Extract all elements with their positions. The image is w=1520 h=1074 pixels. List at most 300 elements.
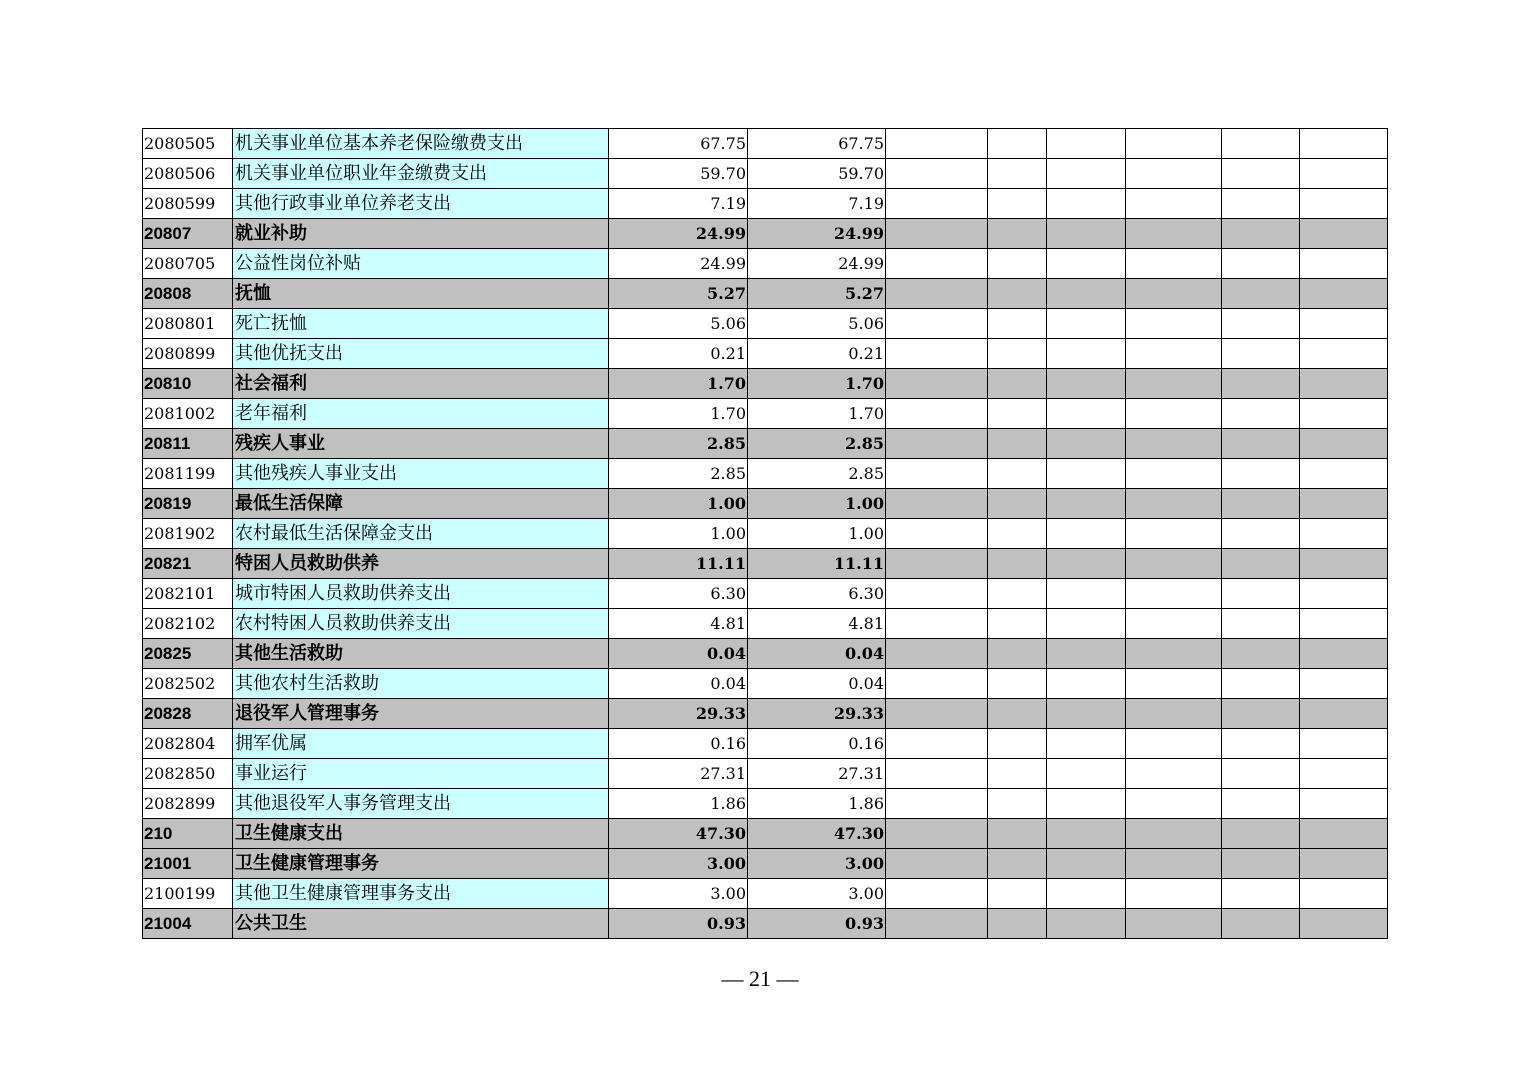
account-name-cell: 拥军优属 bbox=[233, 729, 609, 759]
amount-basic-cell: 11.11 bbox=[748, 549, 886, 579]
empty-cell bbox=[886, 879, 988, 909]
empty-cell bbox=[1222, 489, 1300, 519]
amount-total-cell: 24.99 bbox=[609, 219, 748, 249]
table-body bbox=[143, 129, 1388, 939]
account-name-cell: 机关事业单位职业年金缴费支出 bbox=[233, 159, 609, 189]
empty-cell bbox=[886, 789, 988, 819]
amount-total-cell: 5.06 bbox=[609, 309, 748, 339]
empty-cell bbox=[1047, 429, 1126, 459]
empty-cell bbox=[1222, 549, 1300, 579]
empty-cell bbox=[1047, 879, 1126, 909]
table-row-subtotal bbox=[143, 219, 1388, 249]
empty-cell bbox=[886, 669, 988, 699]
amount-basic-cell: 0.21 bbox=[748, 339, 886, 369]
amount-basic-cell: 1.70 bbox=[748, 369, 886, 399]
empty-cell bbox=[1222, 699, 1300, 729]
empty-cell bbox=[1222, 219, 1300, 249]
account-code-cell: 20811 bbox=[143, 429, 233, 459]
empty-cell bbox=[1126, 909, 1222, 939]
empty-cell bbox=[1126, 519, 1222, 549]
empty-cell bbox=[1126, 369, 1222, 399]
empty-cell bbox=[988, 759, 1047, 789]
empty-cell bbox=[886, 339, 988, 369]
empty-cell bbox=[1300, 369, 1388, 399]
empty-cell bbox=[1222, 189, 1300, 219]
empty-cell bbox=[1126, 879, 1222, 909]
account-code-cell: 20825 bbox=[143, 639, 233, 669]
empty-cell bbox=[1047, 819, 1126, 849]
empty-cell bbox=[886, 609, 988, 639]
empty-cell bbox=[988, 459, 1047, 489]
amount-total-cell: 11.11 bbox=[609, 549, 748, 579]
empty-cell bbox=[1222, 579, 1300, 609]
empty-cell bbox=[1047, 639, 1126, 669]
empty-cell bbox=[1300, 669, 1388, 699]
empty-cell bbox=[1222, 789, 1300, 819]
account-name-cell: 公益性岗位补贴 bbox=[233, 249, 609, 279]
amount-total-cell: 1.86 bbox=[609, 789, 748, 819]
account-name-cell: 其他卫生健康管理事务支出 bbox=[233, 879, 609, 909]
table-row bbox=[143, 399, 1388, 429]
amount-basic-cell: 1.70 bbox=[748, 399, 886, 429]
account-code-cell: 2081002 bbox=[143, 399, 233, 429]
empty-cell bbox=[1300, 819, 1388, 849]
amount-total-cell: 27.31 bbox=[609, 759, 748, 789]
empty-cell bbox=[1222, 759, 1300, 789]
account-name-cell: 城市特困人员救助供养支出 bbox=[233, 579, 609, 609]
table-row-subtotal bbox=[143, 489, 1388, 519]
amount-basic-cell: 7.19 bbox=[748, 189, 886, 219]
account-name-cell: 退役军人管理事务 bbox=[233, 699, 609, 729]
empty-cell bbox=[988, 279, 1047, 309]
empty-cell bbox=[988, 429, 1047, 459]
amount-basic-cell: 67.75 bbox=[748, 129, 886, 159]
amount-total-cell: 0.04 bbox=[609, 639, 748, 669]
empty-cell bbox=[1222, 849, 1300, 879]
empty-cell bbox=[886, 159, 988, 189]
table-row bbox=[143, 159, 1388, 189]
empty-cell bbox=[886, 729, 988, 759]
empty-cell bbox=[988, 309, 1047, 339]
empty-cell bbox=[1126, 489, 1222, 519]
amount-basic-cell: 47.30 bbox=[748, 819, 886, 849]
empty-cell bbox=[1047, 789, 1126, 819]
amount-basic-cell: 6.30 bbox=[748, 579, 886, 609]
empty-cell bbox=[1126, 219, 1222, 249]
amount-total-cell: 3.00 bbox=[609, 879, 748, 909]
amount-total-cell: 1.70 bbox=[609, 399, 748, 429]
empty-cell bbox=[1300, 189, 1388, 219]
table-row bbox=[143, 339, 1388, 369]
empty-cell bbox=[886, 459, 988, 489]
account-code-cell: 2080899 bbox=[143, 339, 233, 369]
empty-cell bbox=[1126, 579, 1222, 609]
amount-total-cell: 59.70 bbox=[609, 159, 748, 189]
account-code-cell: 2100199 bbox=[143, 879, 233, 909]
amount-basic-cell: 1.00 bbox=[748, 489, 886, 519]
empty-cell bbox=[1222, 309, 1300, 339]
account-name-cell: 残疾人事业 bbox=[233, 429, 609, 459]
empty-cell bbox=[1222, 459, 1300, 489]
empty-cell bbox=[1300, 789, 1388, 819]
account-name-cell: 机关事业单位基本养老保险缴费支出 bbox=[233, 129, 609, 159]
amount-basic-cell: 2.85 bbox=[748, 459, 886, 489]
empty-cell bbox=[1126, 399, 1222, 429]
empty-cell bbox=[1126, 339, 1222, 369]
amount-basic-cell: 29.33 bbox=[748, 699, 886, 729]
empty-cell bbox=[1126, 459, 1222, 489]
empty-cell bbox=[1047, 369, 1126, 399]
empty-cell bbox=[1047, 609, 1126, 639]
amount-basic-cell: 1.00 bbox=[748, 519, 886, 549]
account-code-cell: 21001 bbox=[143, 849, 233, 879]
amount-basic-cell: 0.04 bbox=[748, 669, 886, 699]
table-row-subtotal bbox=[143, 699, 1388, 729]
empty-cell bbox=[1047, 909, 1126, 939]
account-name-cell: 最低生活保障 bbox=[233, 489, 609, 519]
account-name-cell: 其他退役军人事务管理支出 bbox=[233, 789, 609, 819]
empty-cell bbox=[886, 399, 988, 429]
account-name-cell: 卫生健康管理事务 bbox=[233, 849, 609, 879]
account-name-cell: 农村特困人员救助供养支出 bbox=[233, 609, 609, 639]
amount-basic-cell: 0.93 bbox=[748, 909, 886, 939]
account-name-cell: 其他农村生活救助 bbox=[233, 669, 609, 699]
account-code-cell: 2082102 bbox=[143, 609, 233, 639]
amount-basic-cell: 59.70 bbox=[748, 159, 886, 189]
account-name-cell: 其他行政事业单位养老支出 bbox=[233, 189, 609, 219]
table-row-subtotal bbox=[143, 279, 1388, 309]
amount-basic-cell: 24.99 bbox=[748, 249, 886, 279]
empty-cell bbox=[1047, 309, 1126, 339]
table-row-subtotal bbox=[143, 369, 1388, 399]
empty-cell bbox=[1222, 279, 1300, 309]
empty-cell bbox=[1300, 249, 1388, 279]
empty-cell bbox=[988, 609, 1047, 639]
account-code-cell: 21004 bbox=[143, 909, 233, 939]
empty-cell bbox=[1126, 819, 1222, 849]
account-name-cell: 卫生健康支出 bbox=[233, 819, 609, 849]
empty-cell bbox=[988, 129, 1047, 159]
empty-cell bbox=[1047, 399, 1126, 429]
empty-cell bbox=[1222, 369, 1300, 399]
empty-cell bbox=[886, 519, 988, 549]
amount-total-cell: 7.19 bbox=[609, 189, 748, 219]
table-row-subtotal bbox=[143, 909, 1388, 939]
table-row-subtotal bbox=[143, 849, 1388, 879]
empty-cell bbox=[1047, 339, 1126, 369]
empty-cell bbox=[1047, 699, 1126, 729]
table-row-subtotal bbox=[143, 819, 1388, 849]
empty-cell bbox=[1047, 729, 1126, 759]
empty-cell bbox=[1126, 429, 1222, 459]
empty-cell bbox=[886, 849, 988, 879]
empty-cell bbox=[1300, 339, 1388, 369]
empty-cell bbox=[1047, 579, 1126, 609]
amount-total-cell: 4.81 bbox=[609, 609, 748, 639]
empty-cell bbox=[988, 579, 1047, 609]
empty-cell bbox=[1047, 669, 1126, 699]
empty-cell bbox=[988, 249, 1047, 279]
empty-cell bbox=[886, 579, 988, 609]
table-row bbox=[143, 249, 1388, 279]
empty-cell bbox=[886, 279, 988, 309]
empty-cell bbox=[886, 129, 988, 159]
account-code-cell: 2080506 bbox=[143, 159, 233, 189]
empty-cell bbox=[1126, 249, 1222, 279]
amount-total-cell: 24.99 bbox=[609, 249, 748, 279]
empty-cell bbox=[1300, 909, 1388, 939]
amount-total-cell: 47.30 bbox=[609, 819, 748, 849]
empty-cell bbox=[886, 909, 988, 939]
account-code-cell: 2082502 bbox=[143, 669, 233, 699]
empty-cell bbox=[1222, 609, 1300, 639]
account-name-cell: 其他残疾人事业支出 bbox=[233, 459, 609, 489]
table-row bbox=[143, 459, 1388, 489]
empty-cell bbox=[1300, 279, 1388, 309]
empty-cell bbox=[1047, 159, 1126, 189]
account-name-cell: 公共卫生 bbox=[233, 909, 609, 939]
empty-cell bbox=[1126, 699, 1222, 729]
table-row bbox=[143, 669, 1388, 699]
empty-cell bbox=[988, 879, 1047, 909]
empty-cell bbox=[886, 639, 988, 669]
table-row bbox=[143, 609, 1388, 639]
empty-cell bbox=[1300, 399, 1388, 429]
empty-cell bbox=[988, 339, 1047, 369]
account-code-cell: 2081902 bbox=[143, 519, 233, 549]
empty-cell bbox=[886, 759, 988, 789]
empty-cell bbox=[1222, 339, 1300, 369]
amount-total-cell: 0.16 bbox=[609, 729, 748, 759]
empty-cell bbox=[1047, 849, 1126, 879]
amount-basic-cell: 3.00 bbox=[748, 849, 886, 879]
empty-cell bbox=[1300, 729, 1388, 759]
amount-total-cell: 67.75 bbox=[609, 129, 748, 159]
empty-cell bbox=[1222, 879, 1300, 909]
empty-cell bbox=[988, 729, 1047, 759]
empty-cell bbox=[1222, 129, 1300, 159]
account-code-cell: 20807 bbox=[143, 219, 233, 249]
empty-cell bbox=[1300, 159, 1388, 189]
empty-cell bbox=[1222, 159, 1300, 189]
empty-cell bbox=[1047, 459, 1126, 489]
empty-cell bbox=[1300, 489, 1388, 519]
table-row bbox=[143, 759, 1388, 789]
empty-cell bbox=[886, 249, 988, 279]
account-name-cell: 其他生活救助 bbox=[233, 639, 609, 669]
empty-cell bbox=[988, 369, 1047, 399]
empty-cell bbox=[1126, 189, 1222, 219]
empty-cell bbox=[1300, 429, 1388, 459]
empty-cell bbox=[988, 819, 1047, 849]
empty-cell bbox=[1126, 309, 1222, 339]
amount-total-cell: 29.33 bbox=[609, 699, 748, 729]
empty-cell bbox=[1126, 609, 1222, 639]
empty-cell bbox=[1222, 249, 1300, 279]
amount-total-cell: 0.04 bbox=[609, 669, 748, 699]
table-row bbox=[143, 729, 1388, 759]
amount-basic-cell: 24.99 bbox=[748, 219, 886, 249]
empty-cell bbox=[1222, 429, 1300, 459]
empty-cell bbox=[886, 189, 988, 219]
account-name-cell: 老年福利 bbox=[233, 399, 609, 429]
empty-cell bbox=[1126, 849, 1222, 879]
account-name-cell: 农村最低生活保障金支出 bbox=[233, 519, 609, 549]
account-name-cell: 死亡抚恤 bbox=[233, 309, 609, 339]
amount-basic-cell: 5.27 bbox=[748, 279, 886, 309]
amount-basic-cell: 0.04 bbox=[748, 639, 886, 669]
empty-cell bbox=[1047, 279, 1126, 309]
table-row-subtotal bbox=[143, 549, 1388, 579]
empty-cell bbox=[988, 669, 1047, 699]
empty-cell bbox=[886, 489, 988, 519]
account-code-cell: 2080599 bbox=[143, 189, 233, 219]
amount-total-cell: 5.27 bbox=[609, 279, 748, 309]
account-code-cell: 20819 bbox=[143, 489, 233, 519]
empty-cell bbox=[1300, 759, 1388, 789]
account-code-cell: 2082850 bbox=[143, 759, 233, 789]
empty-cell bbox=[886, 699, 988, 729]
empty-cell bbox=[1300, 129, 1388, 159]
empty-cell bbox=[1222, 399, 1300, 429]
amount-total-cell: 1.00 bbox=[609, 519, 748, 549]
amount-total-cell: 2.85 bbox=[609, 459, 748, 489]
account-code-cell: 2080505 bbox=[143, 129, 233, 159]
account-code-cell: 2080705 bbox=[143, 249, 233, 279]
empty-cell bbox=[1300, 519, 1388, 549]
empty-cell bbox=[1300, 219, 1388, 249]
account-code-cell: 2082899 bbox=[143, 789, 233, 819]
empty-cell bbox=[988, 489, 1047, 519]
empty-cell bbox=[1300, 699, 1388, 729]
empty-cell bbox=[1126, 729, 1222, 759]
table-row bbox=[143, 309, 1388, 339]
empty-cell bbox=[988, 639, 1047, 669]
account-code-cell: 20810 bbox=[143, 369, 233, 399]
table-row-subtotal bbox=[143, 639, 1388, 669]
empty-cell bbox=[1222, 519, 1300, 549]
empty-cell bbox=[886, 819, 988, 849]
amount-total-cell: 0.93 bbox=[609, 909, 748, 939]
empty-cell bbox=[1300, 309, 1388, 339]
empty-cell bbox=[886, 429, 988, 459]
amount-basic-cell: 2.85 bbox=[748, 429, 886, 459]
empty-cell bbox=[988, 189, 1047, 219]
empty-cell bbox=[988, 159, 1047, 189]
empty-cell bbox=[988, 849, 1047, 879]
empty-cell bbox=[1222, 669, 1300, 699]
account-code-cell: 20808 bbox=[143, 279, 233, 309]
amount-basic-cell: 27.31 bbox=[748, 759, 886, 789]
amount-total-cell: 1.00 bbox=[609, 489, 748, 519]
empty-cell bbox=[988, 909, 1047, 939]
empty-cell bbox=[886, 309, 988, 339]
empty-cell bbox=[1300, 849, 1388, 879]
empty-cell bbox=[1300, 459, 1388, 489]
table-row-subtotal bbox=[143, 429, 1388, 459]
account-name-cell: 特困人员救助供养 bbox=[233, 549, 609, 579]
amount-total-cell: 6.30 bbox=[609, 579, 748, 609]
empty-cell bbox=[988, 519, 1047, 549]
empty-cell bbox=[1300, 579, 1388, 609]
account-code-cell: 2080801 bbox=[143, 309, 233, 339]
table-row bbox=[143, 879, 1388, 909]
table-row bbox=[143, 789, 1388, 819]
empty-cell bbox=[1047, 249, 1126, 279]
amount-basic-cell: 5.06 bbox=[748, 309, 886, 339]
amount-basic-cell: 1.86 bbox=[748, 789, 886, 819]
empty-cell bbox=[1300, 549, 1388, 579]
account-name-cell: 社会福利 bbox=[233, 369, 609, 399]
empty-cell bbox=[1047, 129, 1126, 159]
account-code-cell: 2081199 bbox=[143, 459, 233, 489]
empty-cell bbox=[1126, 639, 1222, 669]
account-code-cell: 2082804 bbox=[143, 729, 233, 759]
account-code-cell: 20828 bbox=[143, 699, 233, 729]
budget-table bbox=[142, 128, 1388, 939]
empty-cell bbox=[1222, 639, 1300, 669]
account-name-cell: 就业补助 bbox=[233, 219, 609, 249]
empty-cell bbox=[1222, 819, 1300, 849]
amount-total-cell: 0.21 bbox=[609, 339, 748, 369]
empty-cell bbox=[988, 549, 1047, 579]
empty-cell bbox=[988, 219, 1047, 249]
empty-cell bbox=[1222, 909, 1300, 939]
empty-cell bbox=[1047, 189, 1126, 219]
empty-cell bbox=[1126, 789, 1222, 819]
empty-cell bbox=[988, 789, 1047, 819]
empty-cell bbox=[886, 549, 988, 579]
table-row bbox=[143, 579, 1388, 609]
empty-cell bbox=[1126, 549, 1222, 579]
empty-cell bbox=[1047, 759, 1126, 789]
empty-cell bbox=[1300, 639, 1388, 669]
table-row bbox=[143, 129, 1388, 159]
empty-cell bbox=[1126, 159, 1222, 189]
empty-cell bbox=[1126, 759, 1222, 789]
empty-cell bbox=[1222, 729, 1300, 759]
empty-cell bbox=[1047, 489, 1126, 519]
table-row bbox=[143, 189, 1388, 219]
page-number: — 21 — bbox=[721, 966, 799, 991]
account-code-cell: 210 bbox=[143, 819, 233, 849]
empty-cell bbox=[886, 369, 988, 399]
amount-total-cell: 2.85 bbox=[609, 429, 748, 459]
empty-cell bbox=[1126, 279, 1222, 309]
amount-total-cell: 1.70 bbox=[609, 369, 748, 399]
empty-cell bbox=[1300, 609, 1388, 639]
table-row bbox=[143, 519, 1388, 549]
amount-basic-cell: 0.16 bbox=[748, 729, 886, 759]
empty-cell bbox=[988, 399, 1047, 429]
account-code-cell: 20821 bbox=[143, 549, 233, 579]
empty-cell bbox=[1047, 219, 1126, 249]
amount-basic-cell: 4.81 bbox=[748, 609, 886, 639]
account-name-cell: 事业运行 bbox=[233, 759, 609, 789]
empty-cell bbox=[988, 699, 1047, 729]
account-name-cell: 其他优抚支出 bbox=[233, 339, 609, 369]
empty-cell bbox=[886, 219, 988, 249]
amount-basic-cell: 3.00 bbox=[748, 879, 886, 909]
account-code-cell: 2082101 bbox=[143, 579, 233, 609]
empty-cell bbox=[1047, 549, 1126, 579]
empty-cell bbox=[1126, 669, 1222, 699]
empty-cell bbox=[1047, 519, 1126, 549]
amount-total-cell: 3.00 bbox=[609, 849, 748, 879]
empty-cell bbox=[1300, 879, 1388, 909]
empty-cell bbox=[1126, 129, 1222, 159]
account-name-cell: 抚恤 bbox=[233, 279, 609, 309]
